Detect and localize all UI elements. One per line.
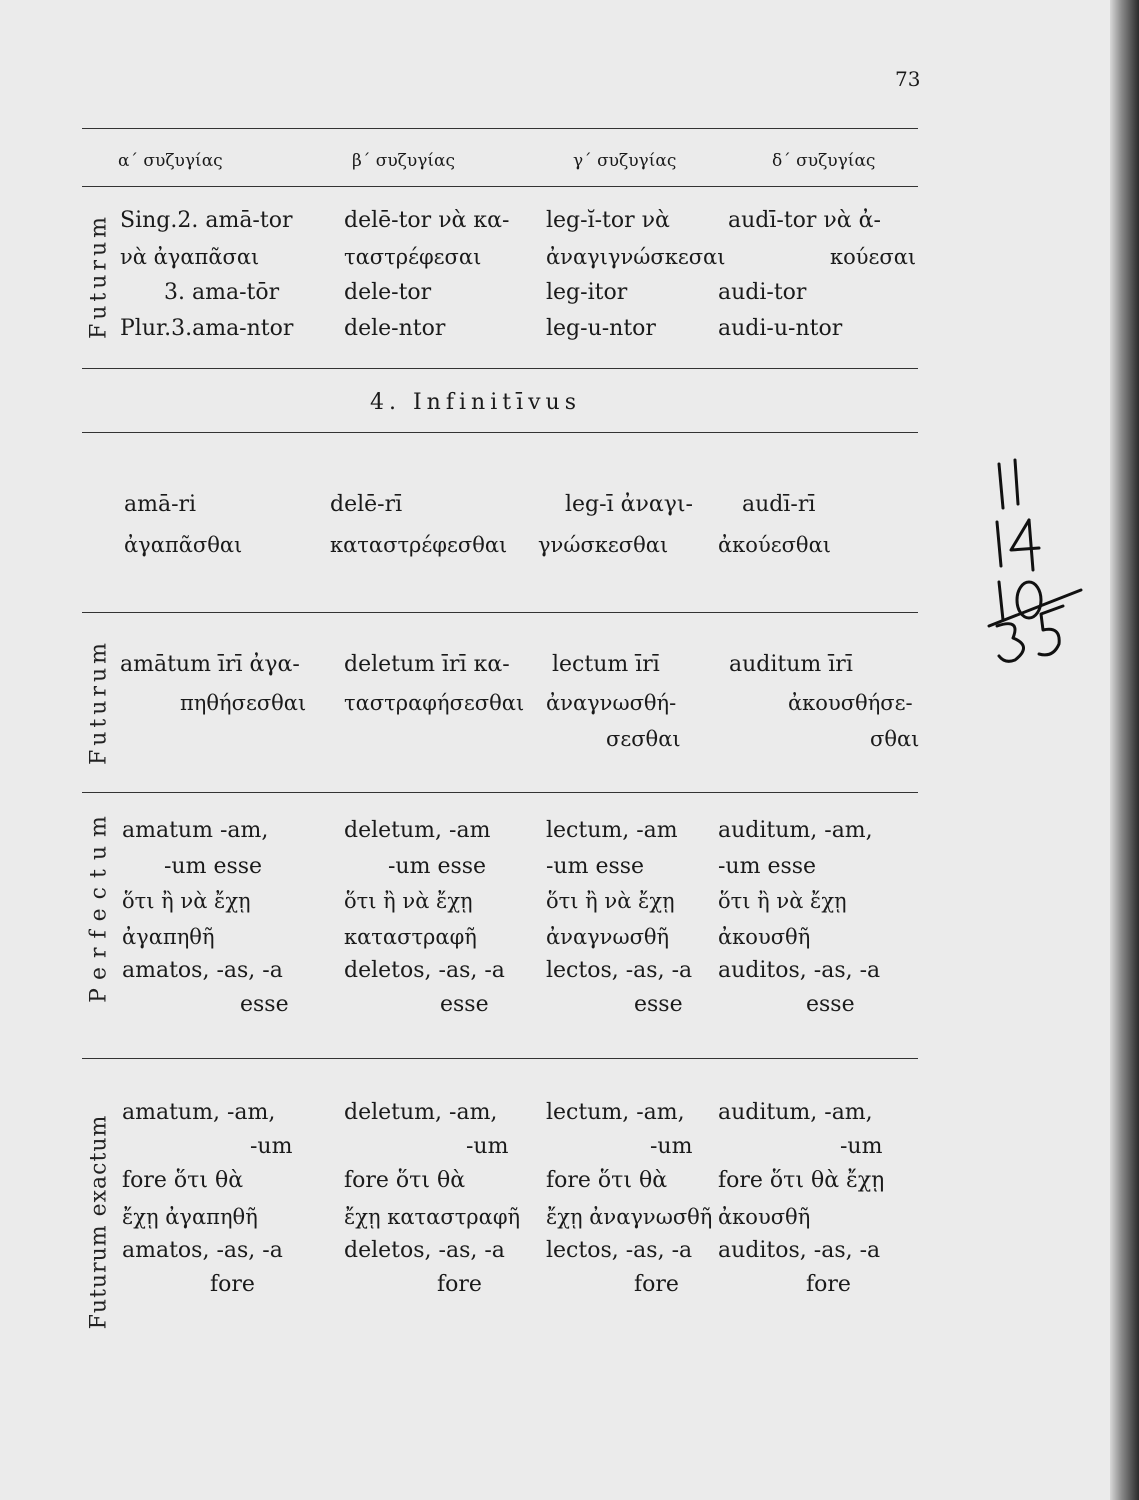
perf-cell: deletum, -am bbox=[344, 818, 491, 843]
futex-cell: lectos, -as, -a bbox=[546, 1238, 693, 1263]
page-number: 73 bbox=[895, 67, 921, 91]
rule bbox=[82, 612, 918, 613]
fut-cell: audi-tor bbox=[718, 280, 807, 305]
futex-cell: amatos, -as, -a bbox=[122, 1238, 283, 1263]
fut-cell: audī-tor νὰ ἀ- bbox=[728, 208, 881, 233]
futex-cell: -um bbox=[250, 1134, 293, 1159]
fut-cell: Sing.2. amā-tor bbox=[120, 208, 293, 233]
rule bbox=[82, 432, 918, 433]
futex-cell: -um bbox=[840, 1134, 883, 1159]
inf-fut-cell: ἀναγνωσθή- bbox=[546, 691, 677, 715]
futex-cell: auditum, -am, bbox=[718, 1100, 873, 1125]
label-futurum-exactum: Futurum exactum bbox=[86, 1114, 112, 1330]
inf-pres-cell: ἀκούεσθαι bbox=[718, 533, 831, 557]
futex-cell: fore ὅτι θὰ bbox=[122, 1168, 244, 1193]
inf-pres-cell: audī-rī bbox=[742, 492, 816, 517]
header-conjugation-1: α΄ συζυγίας bbox=[118, 151, 223, 171]
futex-cell: fore ὅτι θὰ bbox=[546, 1168, 668, 1193]
rule bbox=[82, 792, 918, 793]
fut-cell: νὰ ἀγαπᾶσαι bbox=[120, 245, 260, 269]
inf-fut-cell: lectum īrī bbox=[552, 652, 660, 677]
inf-fut-cell: σθαι bbox=[870, 727, 920, 751]
label-futurum: Futurum bbox=[86, 213, 112, 339]
perf-cell: ἀγαπηθῆ bbox=[122, 925, 215, 949]
inf-pres-cell: amā-ri bbox=[124, 492, 197, 517]
inf-pres-cell: delē-rī bbox=[330, 492, 403, 517]
futex-cell: ἔχῃ ἀγαπηθῆ bbox=[122, 1205, 258, 1229]
perf-cell: lectos, -as, -a bbox=[546, 958, 693, 983]
inf-fut-cell: auditum īrī bbox=[729, 652, 853, 677]
fut-cell: dele-tor bbox=[344, 280, 432, 305]
futex-cell: fore bbox=[210, 1272, 255, 1297]
perf-cell: καταστραφῆ bbox=[344, 925, 477, 949]
section-title: 4. Infinitīvus bbox=[370, 390, 581, 415]
fut-cell: audi-u-ntor bbox=[718, 316, 843, 341]
perf-cell: -um esse bbox=[546, 854, 645, 879]
futex-cell: lectum, -am, bbox=[546, 1100, 685, 1125]
perf-cell: ἀκουσθῆ bbox=[718, 925, 811, 949]
perf-cell: esse bbox=[440, 992, 489, 1017]
futex-cell: fore bbox=[806, 1272, 851, 1297]
futex-cell: fore bbox=[634, 1272, 679, 1297]
handwritten-annotation bbox=[985, 450, 1085, 670]
perf-cell: ὅτι ἢ νὰ ἔχῃ bbox=[344, 889, 473, 913]
perf-cell: ὅτι ἢ νὰ ἔχῃ bbox=[546, 889, 675, 913]
fut-cell: delē-tor νὰ κα- bbox=[344, 208, 510, 233]
perf-cell: amatos, -as, -a bbox=[122, 958, 283, 983]
fut-cell: ταστρέφεσαι bbox=[344, 245, 482, 269]
perf-cell: auditos, -as, -a bbox=[718, 958, 881, 983]
futex-cell: ἔχῃ ἀναγνωσθῆ bbox=[546, 1205, 713, 1229]
page-edge-shadow bbox=[1110, 0, 1139, 1500]
inf-fut-cell: ταστραφήσεσθαι bbox=[344, 691, 525, 715]
label-perfectum: Perfectum bbox=[86, 807, 112, 1003]
futex-cell: -um bbox=[466, 1134, 509, 1159]
header-conjugation-2: β΄ συζυγίας bbox=[352, 151, 456, 171]
futex-cell: ἀκουσθῆ bbox=[718, 1205, 811, 1229]
rule bbox=[82, 368, 918, 369]
inf-fut-cell: πηθήσεσθαι bbox=[180, 691, 307, 715]
header-rule bbox=[82, 186, 918, 187]
inf-fut-cell: σεσθαι bbox=[606, 727, 681, 751]
fut-cell: leg-ĭ-tor νὰ bbox=[546, 208, 670, 233]
inf-fut-cell: deletum īrī κα- bbox=[344, 652, 510, 677]
inf-pres-cell: leg-ī ἀναγι- bbox=[565, 492, 693, 517]
futex-cell: deletos, -as, -a bbox=[344, 1238, 505, 1263]
perf-cell: -um esse bbox=[164, 854, 263, 879]
futex-cell: deletum, -am, bbox=[344, 1100, 498, 1125]
fut-cell: leg-u-ntor bbox=[546, 316, 656, 341]
perf-cell: ὅτι ἢ νὰ ἔχῃ bbox=[718, 889, 847, 913]
fut-cell: ἀναγιγνώσκεσαι bbox=[546, 245, 726, 269]
perf-cell: esse bbox=[634, 992, 683, 1017]
inf-pres-cell: καταστρέφεσθαι bbox=[330, 533, 508, 557]
handwritten-sum-drawing bbox=[985, 450, 1085, 670]
futex-cell: fore ὅτι θὰ ἔχῃ bbox=[718, 1168, 885, 1193]
perf-cell: esse bbox=[240, 992, 289, 1017]
rule bbox=[82, 1058, 918, 1059]
top-rule bbox=[82, 128, 918, 129]
fut-cell: 3. ama-tōr bbox=[164, 280, 280, 305]
inf-pres-cell: ἀγαπᾶσθαι bbox=[124, 533, 243, 557]
label-futurum-inf: Futurum bbox=[86, 639, 112, 765]
futex-cell: fore bbox=[437, 1272, 482, 1297]
perf-cell: auditum, -am, bbox=[718, 818, 873, 843]
perf-cell: esse bbox=[806, 992, 855, 1017]
perf-cell: amatum -am, bbox=[122, 818, 269, 843]
inf-pres-cell: γνώσκεσθαι bbox=[538, 533, 669, 557]
perf-cell: -um esse bbox=[718, 854, 817, 879]
perf-cell: ὅτι ἢ νὰ ἔχῃ bbox=[122, 889, 251, 913]
futex-cell: amatum, -am, bbox=[122, 1100, 276, 1125]
perf-cell: deletos, -as, -a bbox=[344, 958, 505, 983]
futex-cell: auditos, -as, -a bbox=[718, 1238, 881, 1263]
futex-cell: fore ὅτι θὰ bbox=[344, 1168, 466, 1193]
header-conjugation-4: δ΄ συζυγίας bbox=[772, 151, 876, 171]
fut-cell: κούεσαι bbox=[830, 245, 917, 269]
fut-cell: Plur.3.ama-ntor bbox=[120, 316, 294, 341]
inf-fut-cell: amātum īrī ἀγα- bbox=[120, 652, 300, 677]
futex-cell: -um bbox=[650, 1134, 693, 1159]
perf-cell: -um esse bbox=[388, 854, 487, 879]
fut-cell: dele-ntor bbox=[344, 316, 446, 341]
perf-cell: ἀναγνωσθῆ bbox=[546, 925, 670, 949]
inf-fut-cell: ἀκουσθήσε- bbox=[788, 691, 913, 715]
perf-cell: lectum, -am bbox=[546, 818, 678, 843]
futex-cell: ἔχῃ καταστραφῆ bbox=[344, 1205, 521, 1229]
header-conjugation-3: γ΄ συζυγίας bbox=[573, 151, 677, 171]
fut-cell: leg-itor bbox=[546, 280, 628, 305]
